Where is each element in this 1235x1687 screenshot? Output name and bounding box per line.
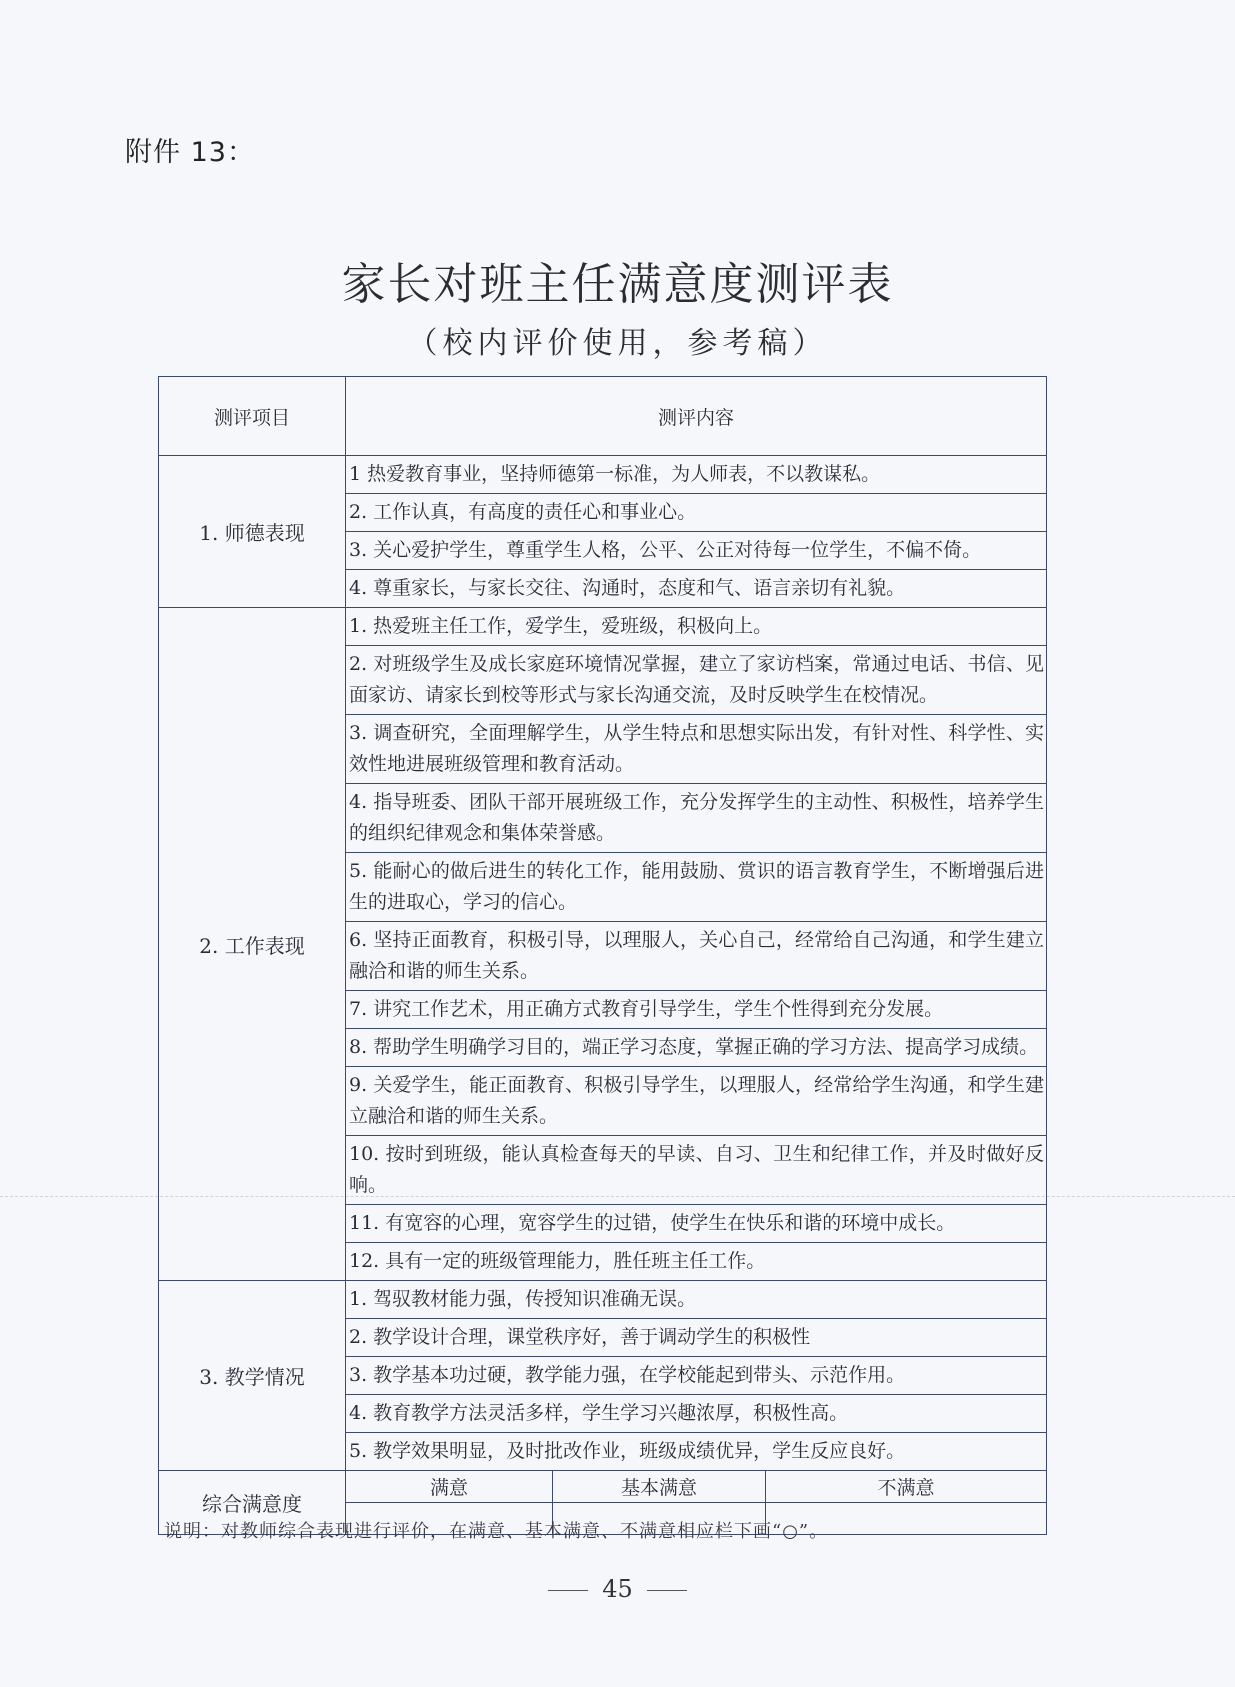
page-dash-right (647, 1590, 687, 1591)
evaluation-table (158, 376, 1047, 1535)
criterion-text: 11. 有宽容的心理，宽容学生的过错，使学生在快乐和谐的环境中成长。 (346, 1205, 1047, 1243)
criterion-text: 9. 关爱学生，能正面教育、积极引导学生，以理服人，经常给学生沟通，和学生建立融洽和谐的师生关系。 (346, 1067, 1047, 1136)
overall-satisfaction-label: 综合满意度 (159, 1471, 346, 1535)
page-number-text: 45 (602, 1575, 633, 1603)
attachment-label: 附件 13： (125, 137, 255, 168)
criterion-text: 5. 教学效果明显，及时批改作业，班级成绩优异，学生反应良好。 (346, 1433, 1047, 1471)
criterion-text: 4. 指导班委、团队干部开展班级工作，充分发挥学生的主动性、积极性，培养学生的组织纪律观念和集体荣誉感。 (346, 784, 1047, 853)
table-row (159, 608, 1047, 646)
criterion-text: 2. 教学设计合理，课堂秩序好，善于调动学生的积极性 (346, 1319, 1047, 1357)
option-satisfied: 满意 (346, 1471, 553, 1503)
page-subtitle: （校内评价使用，参考稿） (407, 326, 828, 361)
table-header-row (159, 377, 1047, 456)
criterion-text: 3. 调查研究，全面理解学生，从学生特点和思想实际出发，有针对性、科学性、实效性地进展班级管理和教育活动。 (346, 715, 1047, 784)
criterion-text: 1. 驾驭教材能力强，传授知识准确无误。 (346, 1281, 1047, 1319)
criterion-text: 2. 工作认真，有高度的责任心和事业心。 (346, 494, 1047, 532)
page-dash-left (548, 1590, 588, 1591)
page-title: 家长对班主任满意度测评表 (341, 259, 894, 310)
instruction-note: 说明：对教师综合表现进行评价，在满意、基本满意、不满意相应栏下画“○”。 (164, 1521, 829, 1542)
criterion-text: 1. 热爱班主任工作，爱学生，爱班级，积极向上。 (346, 608, 1047, 646)
criterion-text: 4. 尊重家长，与家长交往、沟通时，态度和气、语言亲切有礼貌。 (346, 570, 1047, 608)
category-label: 2. 工作表现 (159, 608, 346, 1281)
criterion-text: 6. 坚持正面教育，积极引导，以理服人，关心自己，经常给自己沟通，和学生建立融洽和谐的师生关系。 (346, 922, 1047, 991)
criterion-text: 5. 能耐心的做后进生的转化工作，能用鼓励、赏识的语言教育学生，不断增强后进生的进取心，学习的信心。 (346, 853, 1047, 922)
table-row (159, 456, 1047, 494)
criterion-text: 2. 对班级学生及成长家庭环境情况掌握，建立了家访档案，常通过电话、书信、见面家访、请家长到校等形式与家长沟通交流，及时反映学生在校情况。 (346, 646, 1047, 715)
scan-fold-line (0, 1196, 1235, 1197)
criterion-text: 4. 教育教学方法灵活多样，学生学习兴趣浓厚，积极性高。 (346, 1395, 1047, 1433)
criterion-text: 8. 帮助学生明确学习目的，端正学习态度，掌握正确的学习方法、提高学习成绩。 (346, 1029, 1047, 1067)
category-label: 3. 教学情况 (159, 1281, 346, 1471)
criterion-text: 1 热爱教育事业，坚持师德第一标准，为人师表，不以教谋私。 (346, 456, 1047, 494)
option-basically-satisfied: 基本满意 (553, 1471, 766, 1503)
table-row (159, 1281, 1047, 1319)
criterion-text: 3. 关心爱护学生，尊重学生人格，公平、公正对待每一位学生，不偏不倚。 (346, 532, 1047, 570)
header-item: 测评项目 (159, 377, 346, 456)
option-unsatisfied: 不满意 (766, 1471, 1047, 1503)
overall-options-row (159, 1471, 1047, 1503)
criterion-text: 10. 按时到班级，能认真检查每天的早读、自习、卫生和纪律工作，并及时做好反响。 (346, 1136, 1047, 1205)
criterion-text: 12. 具有一定的班级管理能力，胜任班主任工作。 (346, 1243, 1047, 1281)
category-label: 1. 师德表现 (159, 456, 346, 608)
header-content: 测评内容 (346, 377, 1047, 456)
table-body (159, 456, 1047, 1471)
page-number (0, 1575, 1235, 1603)
criterion-text: 3. 教学基本功过硬，教学能力强，在学校能起到带头、示范作用。 (346, 1357, 1047, 1395)
criterion-text: 7. 讲究工作艺术，用正确方式教育引导学生，学生个性得到充分发展。 (346, 991, 1047, 1029)
